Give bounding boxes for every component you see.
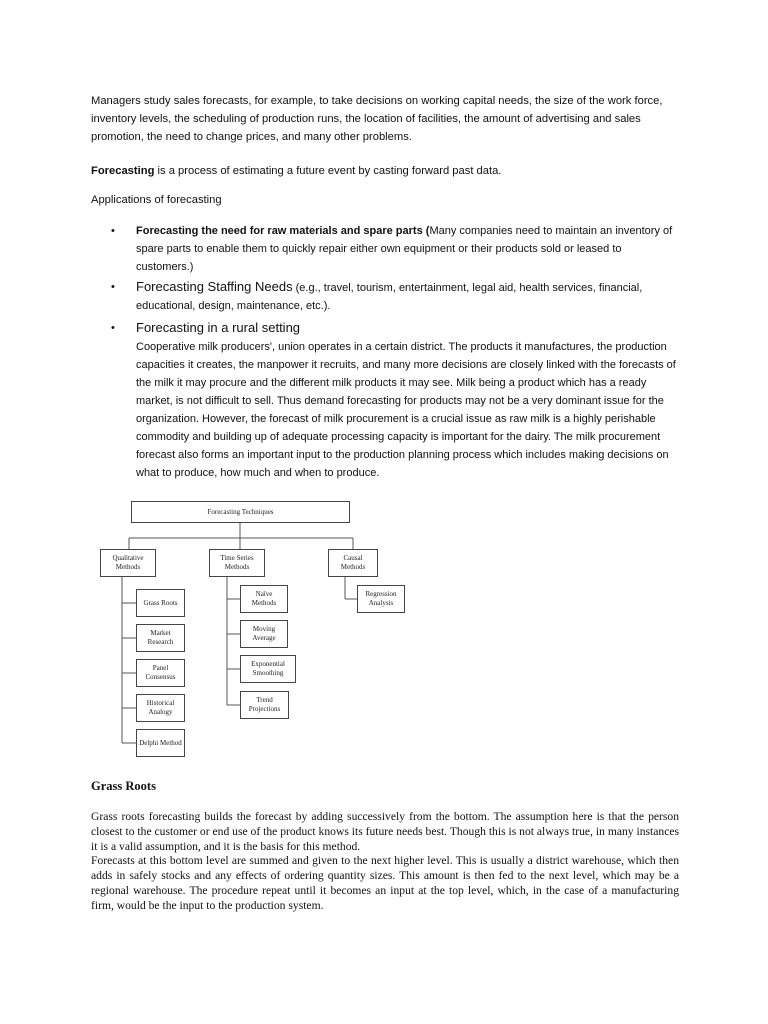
node-qualitative-methods: Qualitative Methods <box>100 549 156 577</box>
node-moving-average: Moving Average <box>240 620 288 648</box>
list-item <box>91 319 681 482</box>
node-market-research: Market Research <box>136 624 185 652</box>
node-panel-consensus: Panel Consensus <box>136 659 185 687</box>
bullet-heading: Forecasting Staffing Needs <box>136 279 293 294</box>
definition-term: Forecasting <box>91 165 155 177</box>
bullet-text: Many companies need to maintain an inventory of spare parts to enable them to quickly repair either own equipment or their products sold or leased to customers.) <box>136 225 673 273</box>
forecasting-techniques-diagram <box>94 493 420 765</box>
bullet-text: Cooperative milk producers', union operates in a certain district. The products it manufactures, the production capacities it creates, the manpower it recruits, and many more decisions are closely linked with the forecasts of the milk it may procure and the different milk products it may see. Milk being a product which has a ready market, is not difficult to sell. Thus demand forecasting for products may not be a very dominant issue for the organization. However, the forecast of milk procurement is a crucial issue as raw milk is a highly perishable commodity and building up of adequate processing capacity is important for the dairy. The milk procurement forecast also forms an important input to the production planning process which includes making decisions on what to produce, how much and when to produce. <box>136 341 676 479</box>
node-grass-roots: Grass Roots <box>136 589 185 617</box>
grass-roots-heading: Grass Roots <box>91 779 156 793</box>
node-forecasting-techniques: Forecasting Techniques <box>131 501 350 523</box>
grass-roots-paragraph-2: Forecasts at this bottom level are summed and given to the next higher level. This is usually a district warehouse, which then adds in safely stocks and any effects of ordering quantity sizes. This amount is then fed to the next level, which may be a regional warehouse. The procedure repeat until it becomes an input at the top level, which, in the case of a manufacturing firm, would be the input to the production system. <box>91 854 679 912</box>
bullet-text: (e.g., travel, tourism, entertainment, legal aid, health services, financial, educational, design, maintenance, etc.). <box>136 282 643 312</box>
bullet-icon: • <box>111 322 115 334</box>
definition-text: is a process of estimating a future event by casting forward past data. <box>154 165 502 177</box>
list-item <box>91 222 681 276</box>
node-naive-methods: Naïve Methods <box>240 585 288 613</box>
node-historical-analogy: Historical Analogy <box>136 694 185 722</box>
bullet-icon: • <box>111 225 115 237</box>
node-exponential-smoothing: Exponential Smoothing <box>240 655 296 683</box>
intro-paragraph: Managers study sales forecasts, for example, to take decisions on working capital needs, the size of the work force, inventory levels, the scheduling of production runs, the location of facilities, the amount of advertising and sales promotion, the need to change prices, and many other problems. <box>91 95 663 143</box>
node-delphi-method: Delphi Method <box>136 729 185 757</box>
list-item <box>91 278 681 315</box>
applications-list <box>91 222 681 484</box>
bullet-heading: Forecasting the need for raw materials and spare parts ( <box>136 225 430 237</box>
node-causal-methods: Causal Methods <box>328 549 378 577</box>
definition-paragraph <box>91 162 691 180</box>
grass-roots-paragraph-1: Grass roots forecasting builds the forecast by adding successively from the bottom. The assumption here is that the person closest to the customer or end use of the product knows its future needs best. Though this is not always true, in many instances it is a valid assumption, and it is the basis for this method. <box>91 810 679 853</box>
node-regression-analysis: Regression Analysis <box>357 585 405 613</box>
bullet-icon: • <box>111 281 115 293</box>
node-trend-projections: Trend Projections <box>240 691 289 719</box>
bullet-heading: Forecasting in a rural setting <box>136 320 301 335</box>
node-time-series-methods: Time Series Methods <box>209 549 265 577</box>
applications-heading: Applications of forecasting <box>91 194 222 206</box>
